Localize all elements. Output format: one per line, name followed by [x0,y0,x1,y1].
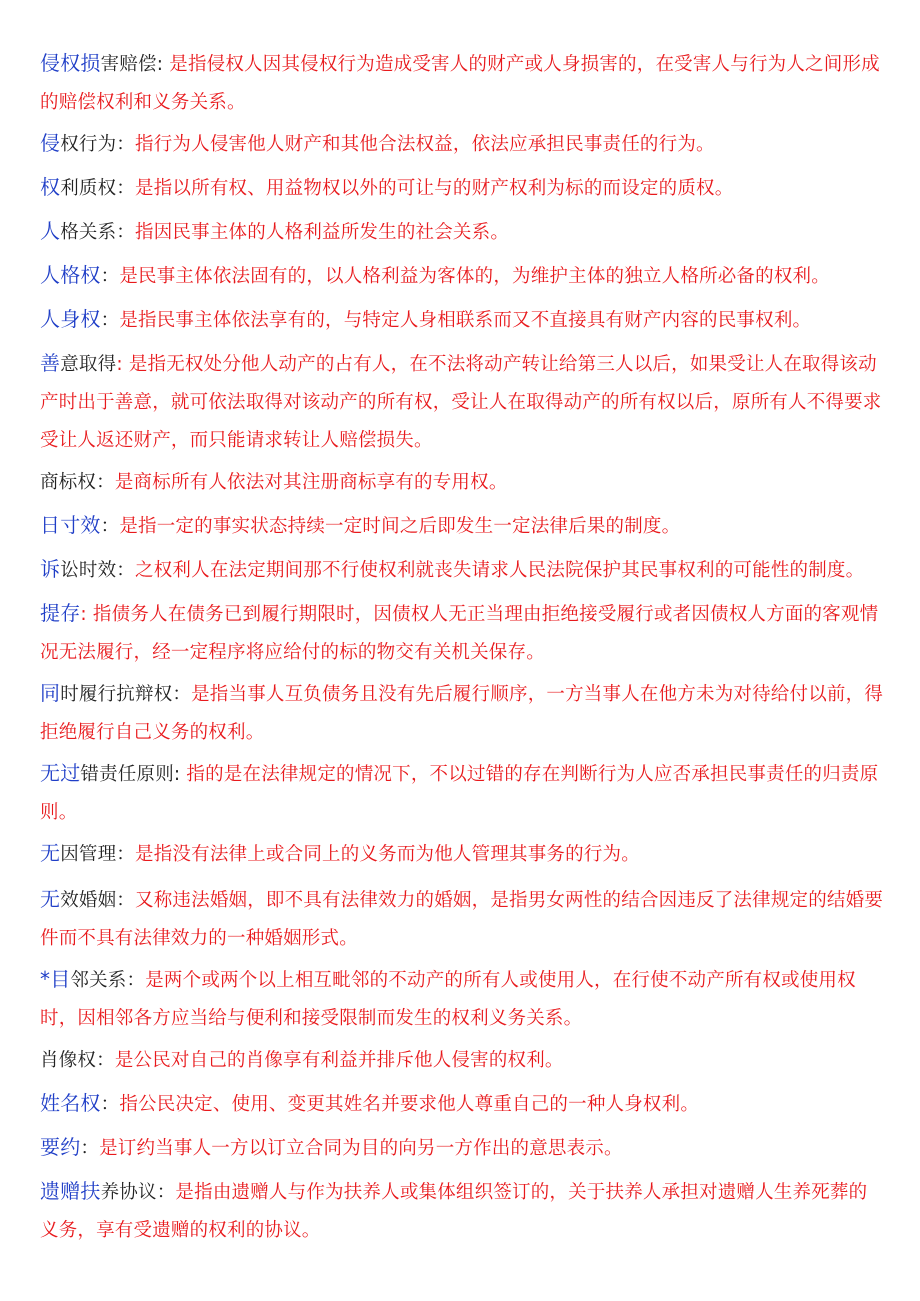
term-prefix: 同 [40,681,61,705]
entry-good-faith-acquisition [40,344,886,460]
definition: 是指由遗赠人与作为扶养人或集体组织签订的，关于扶养人承担对遗赠人生养死葬的义务，享有受遗赠的权利的协议。 [40,1182,868,1241]
term-prefix: *目 [40,967,71,991]
definition: 是公民对自己的肖像享有利益并排斥他人侵害的权利。 [114,1050,564,1071]
term-suffix: 邻关系： [70,970,146,991]
term-suffix: 格关系： [60,222,136,243]
definition: 是订约当事人一方以订立合同为目的向另一方作出的意思表示。 [99,1138,623,1159]
entry-deposit [40,594,886,672]
entry-personality-relation [40,212,886,252]
entry-personality-right [40,256,886,296]
glossary-page [40,44,886,1250]
entry-name-right [40,1084,886,1124]
definition: 是商标所有人依法对其注册商标享有的专用权。 [114,472,508,493]
definition: 是两个或两个以上相互毗邻的不动产的所有人或使用人，在行使不动产所有权或使用权时，因相邻各方应当给与便利和接受限制而发生的权利义务关系。 [40,970,856,1029]
term-prefix: 遗赠扶 [40,1179,101,1203]
term-prefix: 人身权 [40,307,101,331]
definition: 是指一定的事实状态持续一定时间之后即发生一定法律后果的制度。 [119,516,681,537]
term-prefix: 人格权 [40,263,101,287]
term-suffix: 权行为： [60,134,136,155]
definition: 是指民事主体依法享有的，与特定人身相联系而又不直接具有财产内容的民事权利。 [119,310,812,331]
term-prefix: 要约 [40,1135,81,1159]
term-prefix: 侵权损 [40,51,101,75]
term-suffix: ： [100,310,120,331]
term-prefix: 善 [40,351,61,375]
entry-bequest-support-agreement [40,1172,886,1250]
term-suffix: 时履行抗辩权： [60,684,192,705]
definition: 是指当事人互负债务且没有先后履行顺序，一方当事人在他方未为对待给付以前，得拒绝履行自己义务的权利。 [40,684,884,743]
definition: 是指没有法律上或合同上的义务而为他人管理其事务的行为。 [135,844,640,865]
term-prefix: 权 [40,175,61,199]
entry-negotiorum-gestio [40,834,886,874]
term-prefix: 无 [40,887,61,911]
term-suffix: ： [80,1138,100,1159]
term-suffix: 错责任原则: [80,764,181,785]
term-prefix: 诉 [40,557,61,581]
entry-simultaneous-performance-defense [40,674,886,752]
entry-no-fault-liability [40,754,886,832]
term-prefix: 无 [40,841,61,865]
definition: 指因民事主体的人格利益所发生的社会关系。 [135,222,510,243]
term-suffix: 讼时效： [60,560,136,581]
term-prefix: 提存 [40,601,81,625]
entry-tort-act [40,124,886,164]
term-suffix: 因管理： [60,844,136,865]
term-suffix: 利质权： [60,178,136,199]
definition: : 指债务人在债务已到履行期限时，因债权人无正当理由拒绝接受履行或者因债权人方面的客观情况无法履行，经一定程序将应给付的标的物交有关机关保存。 [40,604,879,663]
term-prefix: 姓名权 [40,1091,101,1115]
entry-trademark-right [40,462,886,502]
definition: 之权利人在法定期间那不行使权利就丧失请求人民法院保护其民事权利的可能性的制度。 [135,560,865,581]
entry-offer [40,1128,886,1168]
definition: 指公民决定、使用、变更其姓名并要求他人尊重自己的一种人身权利。 [119,1094,700,1115]
term-suffix: 效婚姻： [60,890,136,911]
definition: 指的是在法律规定的情况下，不以过错的存在判断行为人应否承担民事责任的归责原则。 [40,764,879,823]
entry-void-marriage [40,880,886,958]
definition: 是民事主体依法固有的，以人格利益为客体的，为维护主体的独立人格所必备的权利。 [119,266,830,287]
definition: 指行为人侵害他人财产和其他合法权益，依法应承担民事责任的行为。 [135,134,715,155]
definition: 又称违法婚姻，即不具有法律效力的婚姻，是指男女两性的结合因违反了法律规定的结婚要件而不具有法律效力的一种婚姻形式。 [40,890,884,949]
entry-limitation [40,506,886,546]
term-suffix: 害赔偿: [100,54,164,75]
entry-tort-damages [40,44,886,122]
term-suffix: ： [100,266,120,287]
entry-litigation-limitation [40,550,886,590]
definition: : 是指无权处分他人动产的占有人，在不法将动产转让给第三人以后，如果受让人在取得该动产时出于善意，就可依法取得对该动产的所有权，受让人在取得动产的所有权以后，原所有人不得要求受让人返还财产，而只能请求转让人赔偿损失。 [40,354,882,451]
term-suffix: 肖像权： [40,1050,115,1071]
term-suffix: ： [100,516,120,537]
term-suffix: ： [100,1094,120,1115]
entry-neighboring-relation [40,960,886,1038]
entry-portrait-right [40,1040,886,1080]
term-suffix: 商标权： [40,472,115,493]
term-suffix: 意取得 [60,354,117,375]
entry-right-pledge [40,168,886,208]
definition: 是指以所有权、用益物权以外的可让与的财产权利为标的而设定的质权。 [135,178,734,199]
term-prefix: 日寸效 [40,513,101,537]
term-suffix: 养协议： [100,1182,176,1203]
term-prefix: 无过 [40,761,81,785]
entry-personal-right [40,300,886,340]
term-prefix: 人 [40,219,61,243]
term-prefix: 侵 [40,131,61,155]
definition: 是指侵权人因其侵权行为造成受害人的财产或人身损害的，在受害人与行为人之间形成的赔偿权利和义务关系。 [40,54,880,113]
